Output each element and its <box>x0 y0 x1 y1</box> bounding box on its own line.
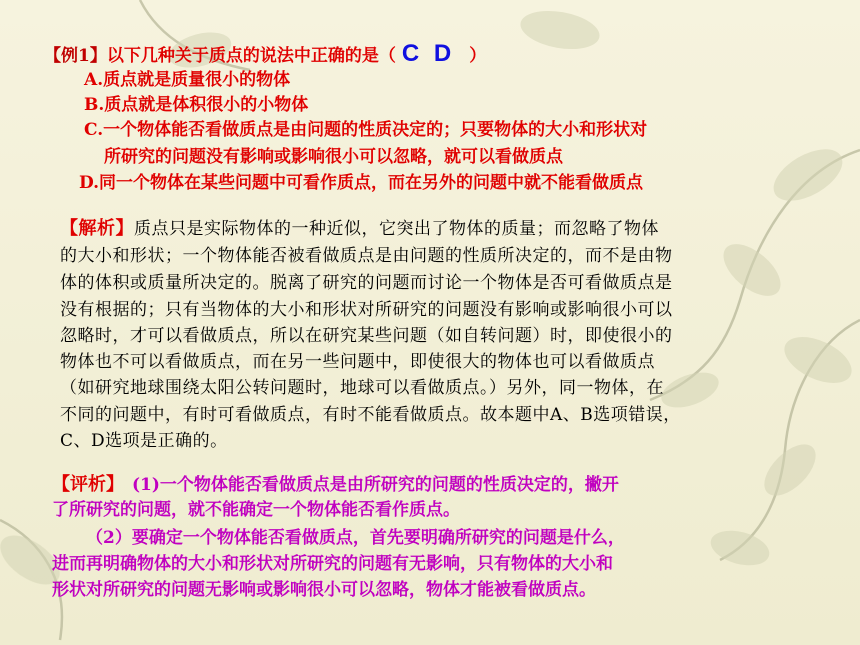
review-line: 形状对所研究的问题无影响或影响很小可以忽略，物体才能被看做质点。 <box>52 580 596 600</box>
analysis-first-text: 质点只是实际物体的一种近似，它突出了物体的质量；而忽略了物体 <box>134 219 659 239</box>
answer-text: C D <box>401 40 456 67</box>
question-stem-line <box>44 40 487 67</box>
analysis-line: 的大小和形状；一个物体能否被看做质点是由问题的性质所决定的，而不是由物 <box>60 246 673 266</box>
review-heading: 【评析】 <box>52 474 124 495</box>
analysis-line: （如研究地球围绕太阳公转问题时，地球可以看做质点。）另外，同一物体，在 <box>60 378 664 398</box>
option-a: A.质点就是质量很小的物体 <box>84 70 291 90</box>
review-first-line <box>52 475 619 495</box>
analysis-line: 体的体积或质量所决定的。脱离了研究的问题而讨论一个物体是否可看做质点是 <box>60 273 673 293</box>
option-c-continued: 所研究的问题没有影响或影响很小可以忽略，就可以看做质点 <box>104 147 563 167</box>
option-c: C.一个物体能否看做质点是由问题的性质决定的；只要物体的大小和形状对 <box>84 120 648 140</box>
analysis-line: 忽略时，才可以看做质点，所以在研究某些问题（如自转问题）时，即使很小的 <box>60 326 673 346</box>
review-first-text: (1)一个物体能否看做质点是由所研究的问题的性质决定的，撇开 <box>132 475 619 495</box>
question-tag: 【例1】 <box>44 46 107 66</box>
review-line: （2）要确定一个物体能否看做质点，首先要明确所研究的问题是什么， <box>86 528 625 548</box>
option-d: D.同一个物体在某些问题中可看作质点，而在另外的问题中就不能看做质点 <box>79 173 644 193</box>
analysis-line: 没有根据的；只有当物体的大小和形状对所研究的问题没有影响或影响很小可以 <box>60 300 673 320</box>
analysis-line: 物体也不可以看做质点，而在另一些问题中，即使很大的物体也可以看做质点 <box>60 352 655 372</box>
review-line: 进而再明确物体的大小和形状对所研究的问题有无影响，只有物体的大小和 <box>52 554 613 574</box>
option-b: B.质点就是体积很小的小物体 <box>84 95 309 115</box>
review-line: 了所研究的问题，就不能确定一个物体能否看作质点。 <box>52 500 460 520</box>
question-stem: 以下几种关于质点的说法中正确的是（ <box>106 46 396 66</box>
analysis-line: C、D选项是正确的。 <box>60 431 228 451</box>
analysis-heading: 【解析】 <box>60 218 134 239</box>
analysis-line: 不同的问题中，有时可看做质点，有时不能看做质点。故本题中A、B选项错误， <box>60 405 681 425</box>
question-close: ） <box>469 46 487 66</box>
analysis-first-line <box>60 219 659 239</box>
